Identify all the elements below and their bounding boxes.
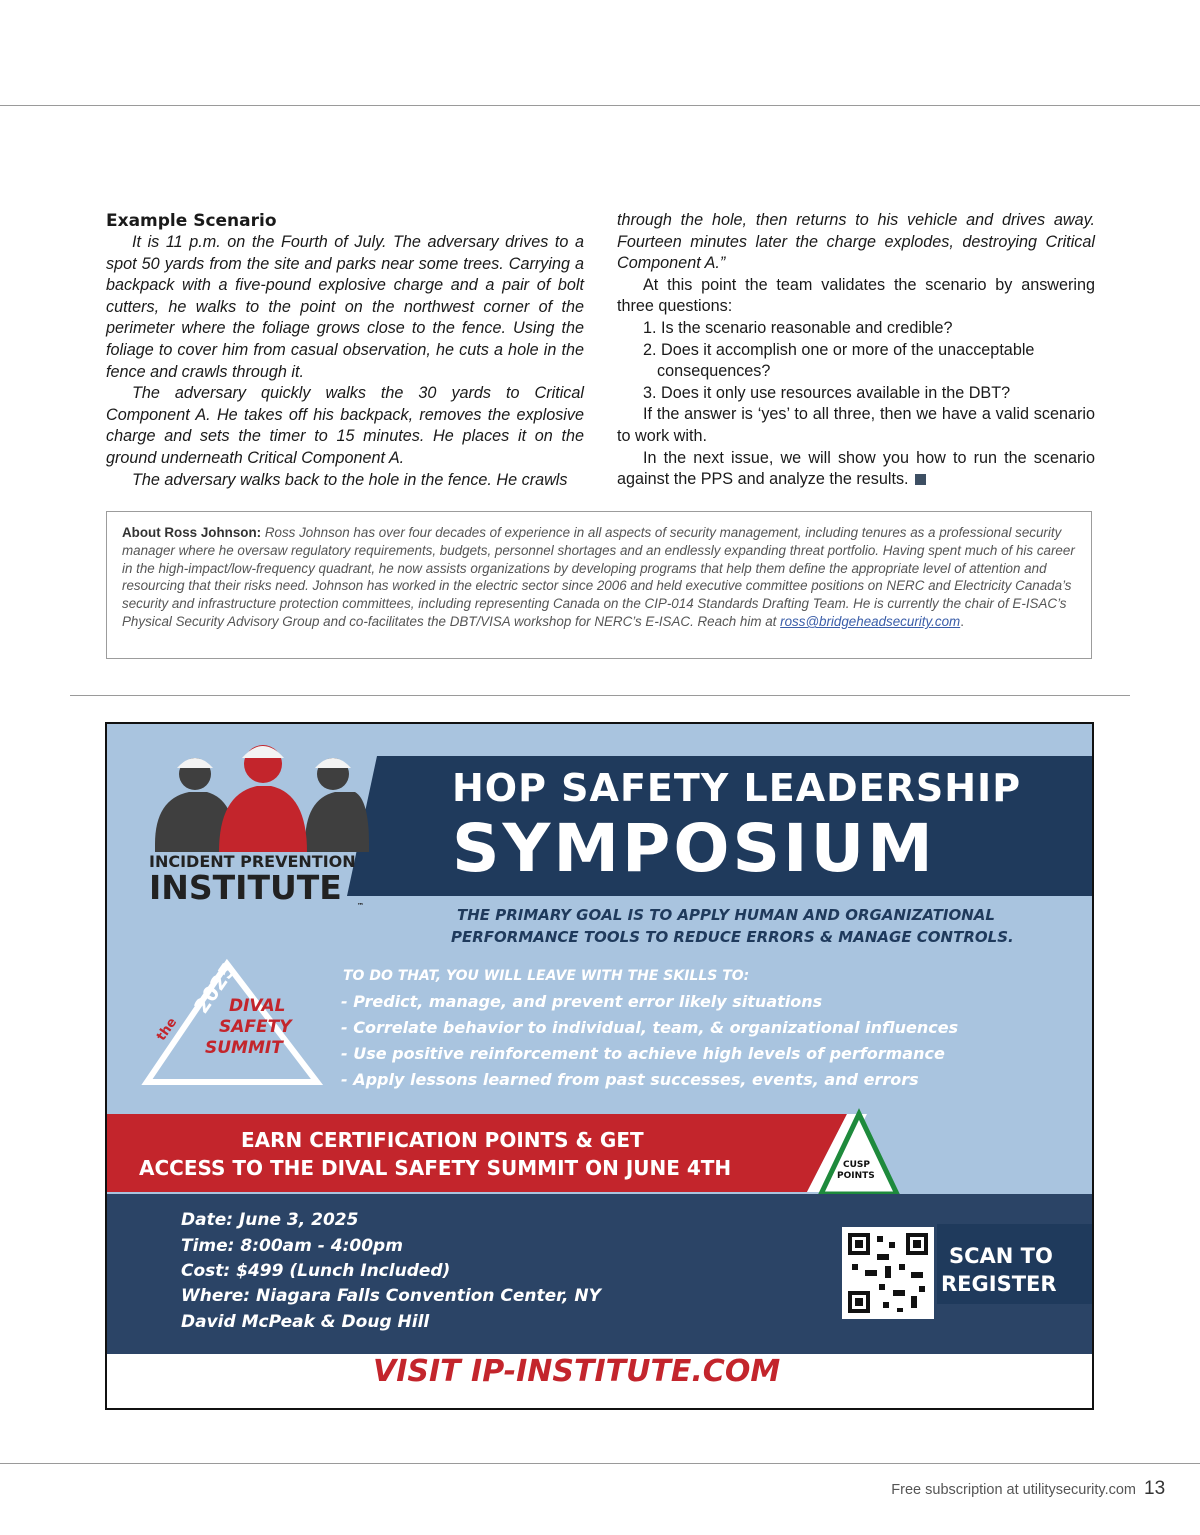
scan-line2: REGISTER bbox=[941, 1272, 1057, 1296]
event-time: Time: 8:00am - 4:00pm bbox=[181, 1236, 403, 1256]
end-mark-icon bbox=[915, 474, 926, 485]
summit-name-2: SAFETY bbox=[219, 1017, 292, 1037]
author-bio-box bbox=[106, 511, 1092, 659]
subscription-footer[interactable]: Free subscription at utilitysecurity.com bbox=[891, 1482, 1136, 1498]
summit-the: the bbox=[154, 1015, 181, 1044]
org-name-line2: INSTITUTE bbox=[149, 868, 342, 907]
question-2: 2. Does it accomplish one or more of the unacceptable bbox=[643, 340, 1035, 359]
symposium-advertisement[interactable] bbox=[105, 722, 1094, 1410]
workers-icon bbox=[155, 745, 369, 852]
scenario-paragraph-2: The adversary quickly walks the 30 yards to Critical Component A. He takes off his backpack, removes the explosive charge and sets the timer to 15 minutes. He places it on the ground underneath Critical Component A. bbox=[106, 384, 584, 467]
cusp-label-1: CUSP bbox=[843, 1160, 870, 1170]
question-3: 3. Does it only use resources available in the DBT? bbox=[643, 383, 1011, 402]
page-number: 13 bbox=[1144, 1478, 1166, 1499]
skill-3: - Use positive reinforcement to achieve high levels of performance bbox=[341, 1044, 945, 1063]
closing-paragraph bbox=[617, 448, 1095, 491]
skill-2: - Correlate behavior to individual, team, & organizational influences bbox=[341, 1018, 959, 1037]
skills-heading: TO DO THAT, YOU WILL LEAVE WITH THE SKILLS TO: bbox=[343, 968, 750, 984]
event-cost: Cost: $499 (Lunch Included) bbox=[181, 1261, 451, 1281]
article-right-column bbox=[617, 210, 1095, 491]
scenario-paragraph-3: The adversary walks back to the hole in the fence. He crawls bbox=[132, 470, 568, 489]
summit-name-1: DIVAL bbox=[229, 996, 286, 1016]
question-1: 1. Is the scenario reasonable and credible? bbox=[643, 318, 953, 337]
event-presenters: David McPeak & Doug Hill bbox=[181, 1312, 430, 1332]
validation-result: If the answer is ‘yes’ to all three, then we have a valid scenario to work with. bbox=[617, 405, 1095, 445]
certification-banner bbox=[107, 1114, 847, 1192]
scan-line1: SCAN TO bbox=[949, 1244, 1053, 1268]
goal-line1: THE PRIMARY GOAL IS TO APPLY HUMAN AND ORGANIZATIONAL bbox=[457, 906, 995, 924]
cusp-label-2: POINTS bbox=[837, 1171, 875, 1181]
bio-text: Ross Johnson has over four decades of experience in all aspects of security management, including tenures as a professional security manager where he oversaw regulatory requirements, budgets, personnel shortages and an endlessly expanding threat portfolio. Having spent much of his career in the high-impact/low-frequency quadrant, he now assists organizations by developing programs that help them define the appropriate level of attention and resourcing that their risks need. Johnson has worked in the electric sector since 2006 and held executive committee positions on NERC and Electricity Canada’s security and infrastructure protection committees, including representing Canada on the CIP-014 Standards Drafting Team. He is currently the chair of E-ISAC’s Physical Security Advisory Group and co-facilitates the DBT/VISA workshop for NERC’s E-ISAC. Reach him at bbox=[122, 525, 1075, 629]
visit-website-link[interactable]: VISIT IP-INSTITUTE.COM bbox=[373, 1354, 781, 1389]
question-2-continued: consequences? bbox=[657, 362, 771, 381]
title-line2: SYMPOSIUM bbox=[452, 810, 936, 887]
trademark: ™ bbox=[357, 902, 364, 910]
bottom-rule bbox=[0, 1463, 1200, 1464]
bio-email-link[interactable]: ross@bridgeheadsecurity.com bbox=[780, 613, 961, 629]
qr-code[interactable] bbox=[842, 1227, 934, 1319]
article-left-column bbox=[106, 210, 584, 491]
scenario-continuation: through the hole, then returns to his vehicle and drives away. Fourteen minutes later the charge explodes, destroying Critical Component A.” bbox=[617, 211, 1095, 273]
banner-line1: EARN CERTIFICATION POINTS & GET bbox=[241, 1128, 644, 1152]
mid-rule bbox=[70, 695, 1130, 696]
bio-label: About Ross Johnson: bbox=[122, 525, 262, 540]
goal-line2: PERFORMANCE TOOLS TO REDUCE ERRORS & MANAGE CONTROLS. bbox=[451, 928, 1014, 946]
bio-end: . bbox=[960, 613, 964, 629]
summit-year: 2025 bbox=[189, 958, 241, 1018]
summit-name-3: SUMMIT bbox=[205, 1038, 283, 1058]
top-rule bbox=[0, 105, 1200, 106]
scenario-paragraph-1: It is 11 p.m. on the Fourth of July. The adversary drives to a spot 50 yards from the site and parks near some trees. Carrying a backpack with a five-pound explosive charge and a pair of bolt cutters, he walks to the point on the northwest corner of the perimeter where the foliage grows close to the fence. Using the foliage to cover him from casual observation, he cuts a hole in the fence and crawls through it. bbox=[106, 233, 584, 381]
event-date: Date: June 3, 2025 bbox=[181, 1210, 359, 1230]
title-line1: HOP SAFETY LEADERSHIP bbox=[452, 766, 1022, 810]
validation-intro: At this point the team validates the scenario by answering three questions: bbox=[617, 275, 1095, 316]
banner-line2: ACCESS TO THE DIVAL SAFETY SUMMIT ON JUNE 4TH bbox=[139, 1156, 732, 1180]
skill-4: - Apply lessons learned from past successes, events, and errors bbox=[341, 1070, 919, 1089]
closing-text: In the next issue, we will show you how to run the scenario against the PPS and analyze the results. bbox=[617, 448, 1095, 489]
section-heading: Example Scenario bbox=[106, 211, 277, 231]
org-name-line1: INCIDENT PREVENTION bbox=[149, 852, 356, 871]
skill-1: - Predict, manage, and prevent error likely situations bbox=[341, 992, 823, 1011]
event-location: Where: Niagara Falls Convention Center, NY bbox=[181, 1286, 601, 1306]
